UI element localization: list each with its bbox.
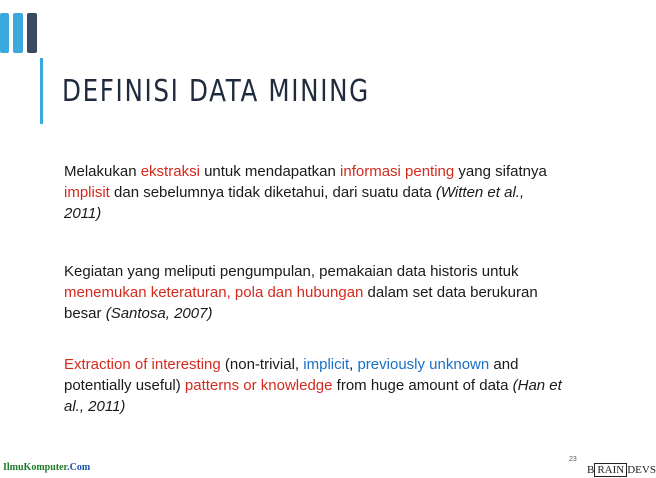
title-divider xyxy=(40,58,43,124)
logo-left: B xyxy=(587,464,595,476)
text-segment: untuk mendapatkan xyxy=(199,163,341,180)
text-segment: previously unknown xyxy=(357,356,490,373)
text-segment: (Santosa, 2007) xyxy=(105,305,213,322)
text-segment: Extraction of interesting xyxy=(64,356,221,373)
accent-bar-3 xyxy=(27,13,37,53)
accent-bar-1 xyxy=(0,13,9,53)
braindevs-logo xyxy=(587,463,656,477)
logo-right: DEVS xyxy=(627,464,656,476)
accent-bar-2 xyxy=(13,13,23,53)
text-segment: menemukan keteraturan, pola dan hubungan xyxy=(64,284,364,301)
text-segment: (non-trivial, xyxy=(220,356,304,373)
definition-paragraph-2 xyxy=(64,261,564,324)
text-segment: informasi penting xyxy=(340,163,455,180)
text-segment: and potentially useful) xyxy=(64,356,519,394)
watermark-suffix: .Com xyxy=(67,462,91,473)
text-segment: dalam set data berukuran besar xyxy=(64,284,538,322)
text-segment: dan sebelumnya tidak diketahui, dari suatu data xyxy=(109,184,436,201)
definition-paragraph-1 xyxy=(64,161,564,224)
text-segment: ekstraksi xyxy=(140,163,200,180)
watermark xyxy=(3,462,90,473)
text-segment: patterns or knowledge xyxy=(184,377,333,394)
page-number: 23 xyxy=(569,456,577,463)
definition-paragraph-3 xyxy=(64,354,564,417)
text-segment: (Han et al., 2011) xyxy=(64,377,562,415)
text-segment: yang sifatnya xyxy=(454,163,547,180)
text-segment: from huge amount of data xyxy=(332,377,513,394)
text-segment: , xyxy=(349,356,358,373)
text-segment: implisit xyxy=(64,184,110,201)
slide-title: DEFINISI DATA MINING xyxy=(62,74,370,109)
text-segment: Melakukan xyxy=(64,163,141,180)
text-segment: (Witten et al., 2011) xyxy=(64,184,525,222)
watermark-main: IlmuKomputer xyxy=(3,462,68,473)
decorative-bars xyxy=(0,13,37,53)
logo-box: RAIN xyxy=(594,463,627,477)
text-segment: implicit xyxy=(303,356,350,373)
text-segment: Kegiatan yang meliputi pengumpulan, pemakaian data historis untuk xyxy=(64,263,519,280)
